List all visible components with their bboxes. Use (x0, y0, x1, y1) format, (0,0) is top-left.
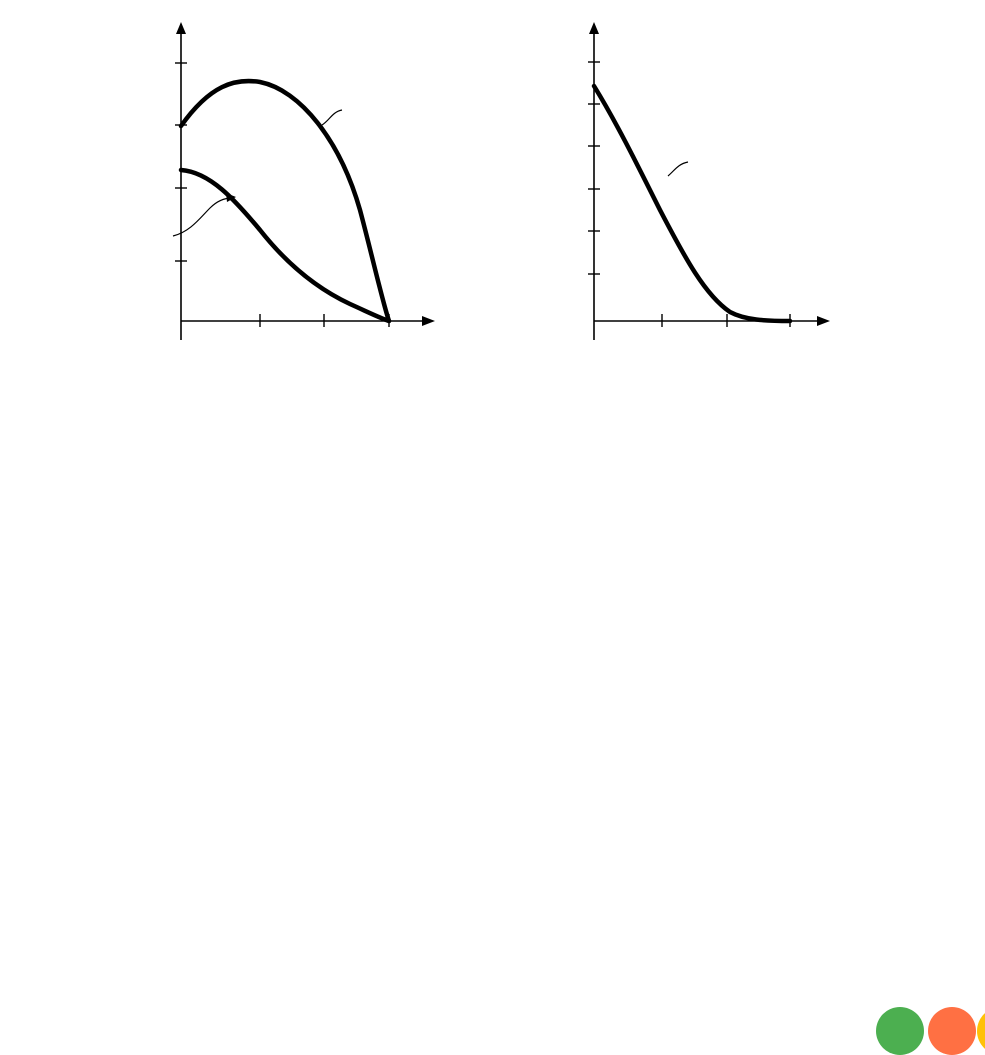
graph-paper-bottom (0, 760, 985, 1024)
avatar-badge-orange[interactable] (928, 1007, 976, 1055)
y-axis-arrow (589, 22, 599, 34)
figure-right-g-squared (520, 0, 960, 362)
paragraph-definitions (16, 410, 966, 452)
curve-g-squared (594, 86, 790, 321)
p1-line-1 (16, 410, 966, 452)
curve-f (181, 81, 389, 321)
f-label-leader (322, 110, 342, 125)
g-label-leader (173, 198, 232, 236)
curve-g (181, 170, 389, 321)
avatar-badge-green[interactable] (876, 1007, 924, 1055)
y-axis-arrow (176, 22, 186, 34)
figure-left-f-and-g (60, 0, 480, 362)
x-axis-arrow (817, 316, 830, 326)
curve-label-leader (668, 162, 688, 176)
x-axis-arrow (422, 316, 435, 326)
